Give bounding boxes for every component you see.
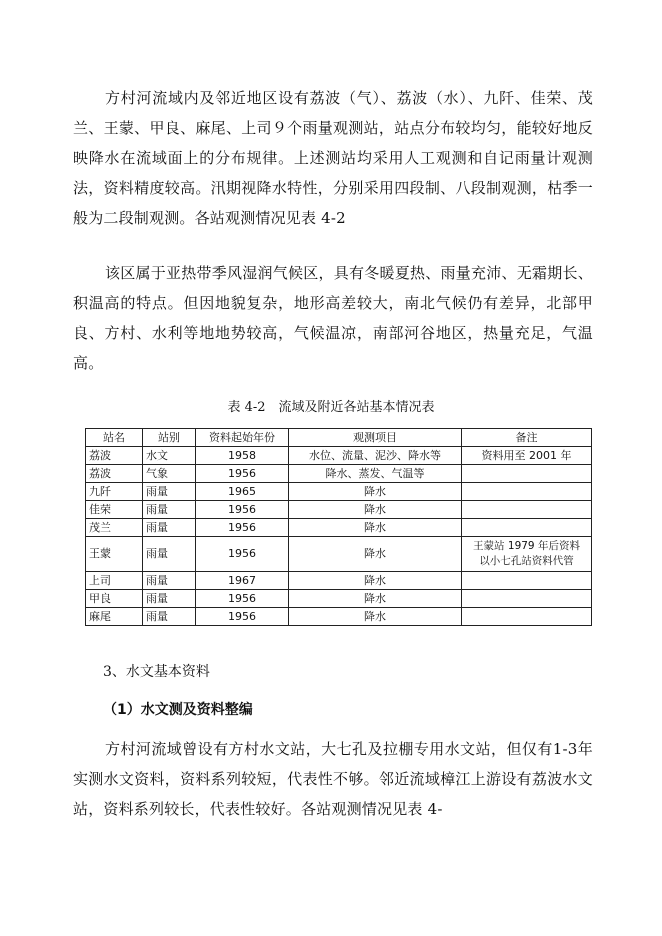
cell-station: 荔波 [86, 447, 143, 465]
cell-type: 雨量 [143, 608, 196, 626]
subsection-heading: （1）水文测及资料整编 [103, 702, 253, 718]
cell-remark [462, 501, 592, 519]
section-heading: 3、水文基本资料 [103, 664, 210, 680]
cell-remark [462, 537, 592, 572]
table-row [86, 483, 592, 501]
cell-items: 降水 [289, 501, 462, 519]
header-remark: 备注 [462, 429, 592, 447]
cell-type: 水文 [143, 447, 196, 465]
table-row [86, 447, 592, 465]
cell-items: 降水 [289, 483, 462, 501]
cell-items: 水位、流量、泥沙、降水等 [289, 447, 462, 465]
cell-station: 荔波 [86, 465, 143, 483]
cell-start-year: 1956 [196, 537, 289, 572]
cell-type: 雨量 [143, 519, 196, 537]
cell-start-year: 1956 [196, 519, 289, 537]
cell-start-year: 1967 [196, 572, 289, 590]
cell-station: 上司 [86, 572, 143, 590]
cell-remark [462, 465, 592, 483]
cell-station: 麻尾 [86, 608, 143, 626]
cell-station: 九阡 [86, 483, 143, 501]
cell-station: 甲良 [86, 590, 143, 608]
cell-type: 气象 [143, 465, 196, 483]
table-header-row [86, 429, 592, 447]
cell-station: 佳荣 [86, 501, 143, 519]
cell-start-year: 1956 [196, 465, 289, 483]
cell-start-year: 1956 [196, 608, 289, 626]
cell-type: 雨量 [143, 537, 196, 572]
header-start-year: 资料起始年份 [196, 429, 289, 447]
cell-type: 雨量 [143, 572, 196, 590]
paragraph-climate: 该区属于亚热带季风湿润气候区，具有冬暖夏热、雨量充沛、无霜期长、积温高的特点。但因地貌复杂，地形高差较大，南北气候仍有差异，北部甲良、方村、水利等地地势较高，气候温凉，南部河谷地区，热量充足，气温高。 [73, 264, 593, 372]
header-type: 站别 [143, 429, 196, 447]
paragraph-rain-stations: 方村河流域内及邻近地区设有荔波（气）、荔波（水）、九阡、佳荣、茂兰、王蒙、甲良、麻尾、上司９个雨量观测站，站点分布较均匀，能较好地反映降水在流域面上的分布规律。上述测站均采用人工观测和自记雨量计观测法，资料精度较高。汛期视降水特性，分别采用四段制、八段制观测，枯季一般为二段制观测。各站观测情况见表 4-2 [73, 89, 593, 227]
cell-remark [462, 572, 592, 590]
header-items: 观测项目 [289, 429, 462, 447]
cell-type: 雨量 [143, 590, 196, 608]
cell-items: 降水 [289, 572, 462, 590]
paragraph-hydro-stations: 方村河流域曾设有方村水文站，大七孔及拉棚专用水文站，但仅有1-3年实测水文资料，资料系列较短，代表性不够。邻近流域樟江上游设有荔波水文站，资料系列较长，代表性较好。各站观测情况见表 4- [73, 740, 593, 818]
cell-type: 雨量 [143, 501, 196, 519]
table-row [86, 501, 592, 519]
cell-remark [462, 483, 592, 501]
cell-type: 雨量 [143, 483, 196, 501]
table-row [86, 537, 592, 572]
cell-items: 降水、蒸发、气温等 [289, 465, 462, 483]
cell-remark [462, 590, 592, 608]
header-station: 站名 [86, 429, 143, 447]
table-row [86, 608, 592, 626]
cell-items: 降水 [289, 608, 462, 626]
remark-line: 王蒙站 1979 年后资料 [473, 540, 580, 552]
cell-start-year: 1956 [196, 590, 289, 608]
cell-items: 降水 [289, 590, 462, 608]
cell-items: 降水 [289, 519, 462, 537]
remark-line: 以小七孔站资料代管 [479, 555, 574, 567]
cell-start-year: 1958 [196, 447, 289, 465]
cell-start-year: 1965 [196, 483, 289, 501]
cell-station: 王蒙 [86, 537, 143, 572]
cell-station: 茂兰 [86, 519, 143, 537]
cell-start-year: 1956 [196, 501, 289, 519]
table-row [86, 465, 592, 483]
table-row [86, 572, 592, 590]
table-caption: 表 4-2 流域及附近各站基本情况表 [227, 400, 435, 415]
table-row [86, 519, 592, 537]
cell-remark [462, 608, 592, 626]
cell-remark [462, 519, 592, 537]
cell-remark: 资料用至 2001 年 [462, 447, 592, 465]
cell-items: 降水 [289, 537, 462, 572]
table-row [86, 590, 592, 608]
station-table [85, 428, 592, 626]
